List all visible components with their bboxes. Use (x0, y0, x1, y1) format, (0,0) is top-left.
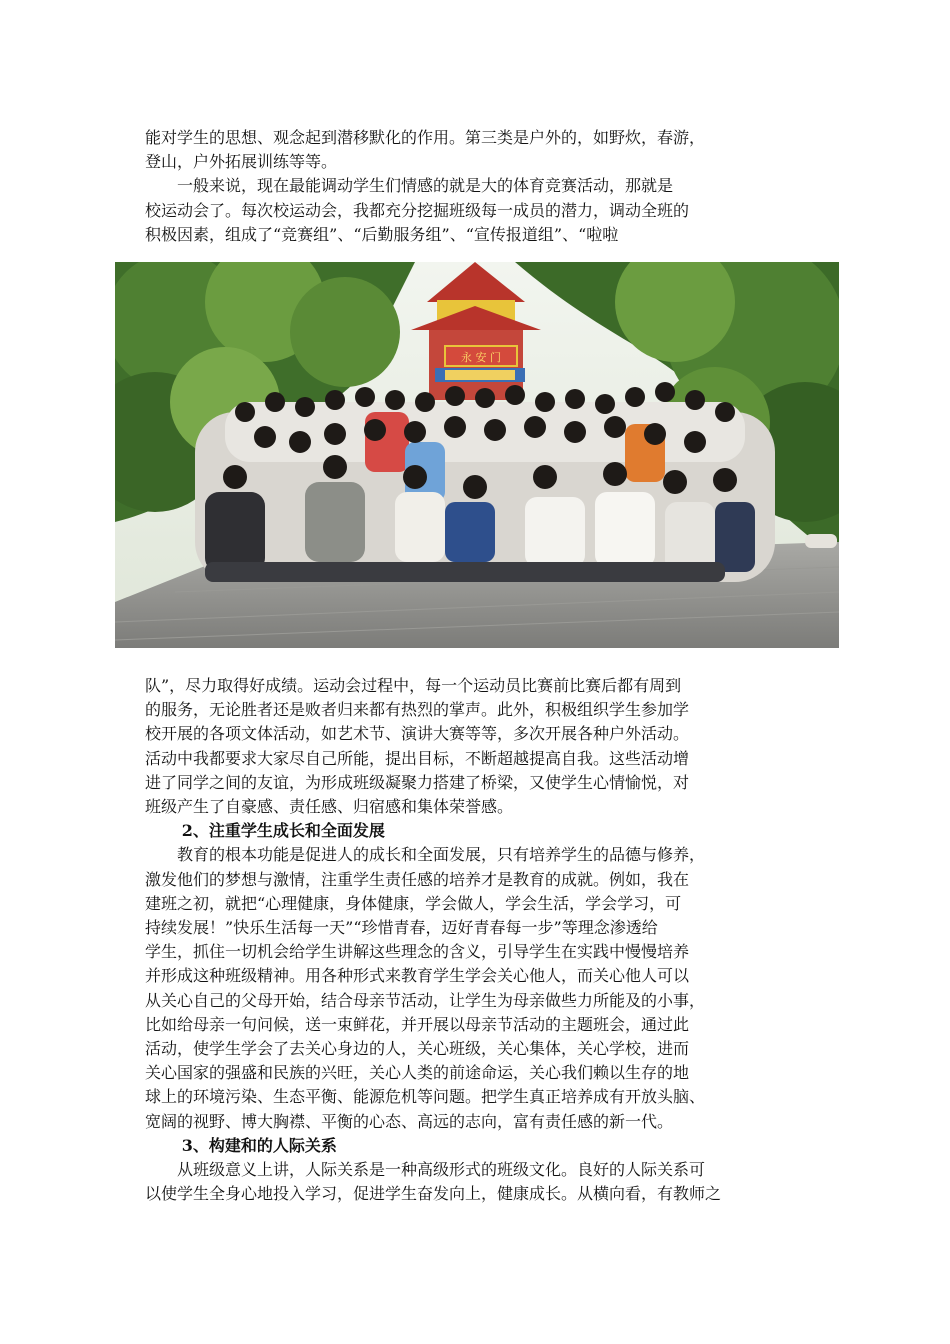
text-line: 宽阔的视野、博大胸襟、平衡的心态、高远的志向，富有责任感的新一代。 (145, 1111, 674, 1131)
text-line: 教育的根本功能是促进人的成长和全面发展，只有培养学生的品德与修养， (145, 845, 706, 865)
text-line: 从关心自己的父母开始，结合母亲节活动，让学生为母亲做些力所能及的小事， (145, 990, 706, 1010)
text-line: 能对学生的思想、观念起到潜移默化的作用。第三类是户外的，如野炊，春游， (145, 128, 706, 147)
text-line: 班级产生了自豪感、责任感、归宿感和集体荣誉感。 (145, 797, 514, 817)
text-line: 学生，抓住一切机会给学生讲解这些理念的含义，引导学生在实践中慢慢培养 (145, 942, 690, 962)
text-line: 以使学生全身心地投入学习，促进学生奋发向上，健康成长。从横向看，有教师之 (145, 1184, 722, 1204)
text-line: 积极因素，组成了“竞赛组”、“后勤服务组”、“宣传报道组”、“啦啦 (145, 224, 619, 244)
section-heading-3: 3、构建和的人际关系 (181, 1135, 337, 1155)
text-line: 活动，使学生学会了去关心身边的人，关心班级，关心集体，关心学校，进而 (145, 1039, 690, 1059)
paragraph-growth (145, 843, 805, 1133)
text-line: 并形成这种班级精神。用各种形式来教育学生学会关心他人，而关心他人可以 (145, 966, 690, 986)
text-line: 激发他们的梦想与激情，注重学生责任感的培养才是教育的成就。例如，我在 (145, 869, 690, 889)
intro-text (145, 126, 805, 247)
text-line: 登山，户外拓展训练等等。 (145, 152, 338, 172)
text-line: 校开展的各项文体活动，如艺术节、演讲大赛等等，多次开展各种户外活动。 (145, 724, 690, 744)
text-line: 持续发展！”快乐生活每一天”“珍惜青春，迈好青春每一步”等理念渗透给 (145, 918, 658, 938)
paragraph-sports-meet (145, 674, 805, 819)
section-heading-2: 2、注重学生成长和全面发展 (181, 821, 385, 841)
main-paragraphs (145, 674, 805, 1206)
text-line: 校运动会了。每次校运动会，我都充分挖掘班级每一成员的潜力，调动全班的 (145, 200, 690, 220)
paragraph-relations (145, 1158, 805, 1206)
text-line: 队”，尽力取得好成绩。运动会过程中，每一个运动员比赛前比赛后都有周到 (145, 676, 682, 695)
text-line: 活动中我都要求大家尽自己所能，提出目标，不断超越提高自我。这些活动增 (145, 748, 690, 768)
text-line: 进了同学之间的友谊，为形成班级凝聚力搭建了桥梁，又使学生心情愉悦，对 (145, 772, 690, 792)
text-line: 关心国家的强盛和民族的兴旺，关心人类的前途命运，关心我们赖以生存的地 (145, 1063, 690, 1083)
intro-paragraphs (145, 126, 805, 247)
text-line: 球上的环境污染、生态平衡、能源危机等问题。把学生真正培养成有开放头脑、 (145, 1087, 706, 1107)
group-photo (115, 262, 839, 648)
text-line: 比如给母亲一句问候，送一束鲜花，并开展以母亲节活动的主题班会，通过此 (145, 1014, 690, 1034)
text-line: 一般来说，现在最能调动学生们情感的就是大的体育竞赛活动，那就是 (145, 176, 674, 196)
text-line: 的服务，无论胜者还是败者归来都有热烈的掌声。此外，积极组织学生参加学 (145, 700, 690, 720)
gate-sign: 永 安 门 (461, 351, 501, 364)
text-line: 建班之初，就把“心理健康，身体健康，学会做人，学会生活，学会学习，可 (145, 893, 682, 913)
text-line: 从班级意义上讲，人际关系是一种高级形式的班级文化。良好的人际关系可 (145, 1160, 706, 1180)
